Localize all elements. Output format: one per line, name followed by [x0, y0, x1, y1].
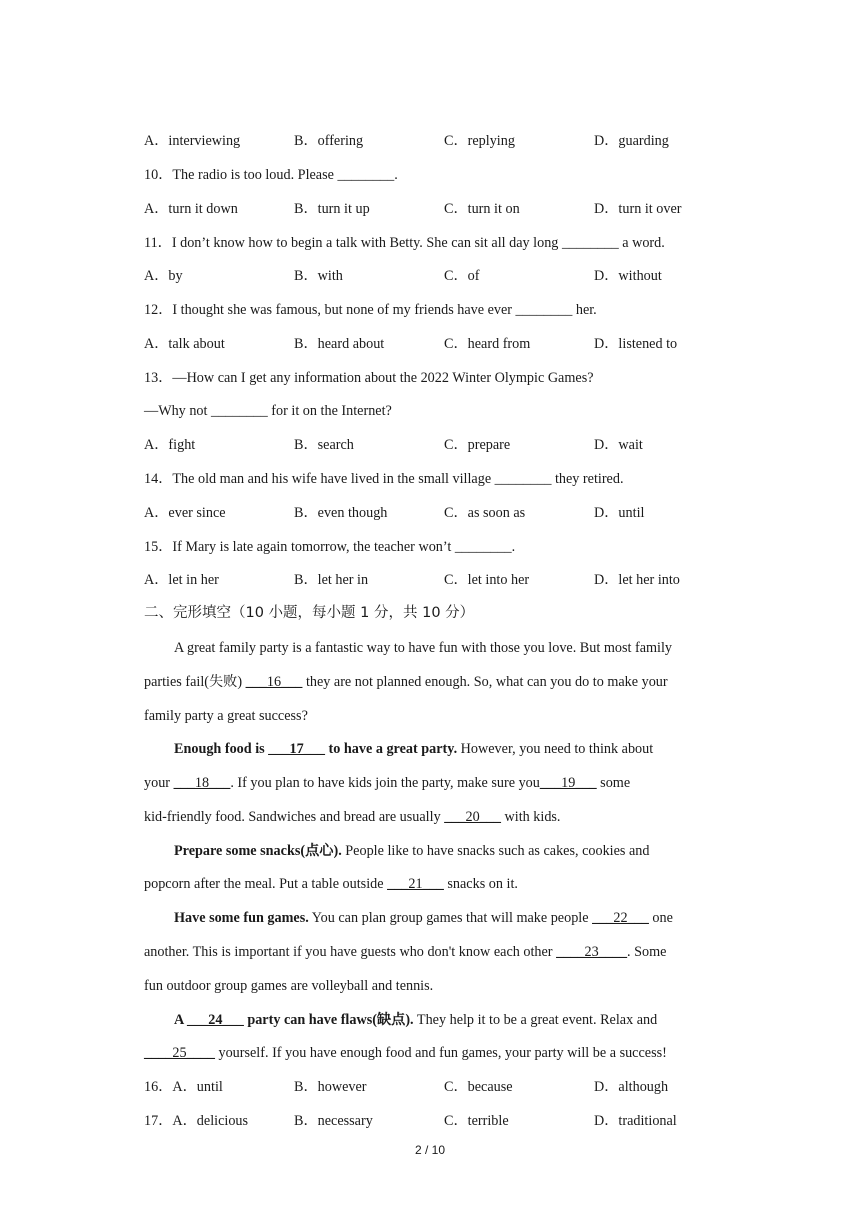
q14-option-c: C．as soon as — [444, 505, 526, 521]
q15-option-c: C．let into her — [444, 572, 530, 588]
q12-option-c: C．heard from — [444, 336, 531, 352]
blank-16: ___16___ — [245, 674, 303, 690]
q10-stem: 10．The radio is too loud. Please ________. — [144, 167, 398, 183]
passage-p1-line1: A great family party is a fantastic way to have fun with those you love. But most family — [174, 640, 673, 656]
text-run: one — [648, 910, 673, 926]
q9-option-c: C．replying — [444, 133, 515, 149]
q9-option-b: B．offering — [294, 133, 364, 149]
q14-option-a: A．ever since — [144, 505, 226, 521]
text-run: yourself. If you have enough food and fun games, your party will be a success! — [214, 1045, 667, 1061]
q11-option-c: C．of — [444, 268, 480, 284]
bold-run: Enough food is — [174, 741, 269, 757]
blank-19: ___19___ — [539, 775, 597, 791]
q11-option-d: D．without — [594, 268, 662, 284]
text-run: People like to have snacks such as cakes, cookies and — [341, 843, 650, 859]
text-run: parties fail(失败) — [144, 674, 246, 690]
q9-option-d: D．guarding — [594, 133, 669, 149]
q17-option-c: C．terrible — [444, 1113, 509, 1129]
section-heading — [144, 603, 724, 623]
q15-option-a: A．let in her — [144, 572, 219, 588]
passage-p4-line1 — [174, 908, 754, 928]
q13-option-c: C．prepare — [444, 437, 511, 453]
text-run: your — [144, 775, 174, 791]
text-run: However, you need to think about — [457, 741, 654, 757]
text-run: kid-friendly food. Sandwiches and bread are usually — [144, 809, 445, 825]
blank-23: ____23____ — [556, 944, 628, 960]
bold-run: A — [174, 1012, 188, 1028]
q11-option-b: B．with — [294, 268, 343, 284]
q16-option-d: D．although — [594, 1079, 669, 1095]
q14-option-b: B．even though — [294, 505, 388, 521]
q12-option-a: A．talk about — [144, 336, 225, 352]
q12-option-b: B．heard about — [294, 336, 385, 352]
passage-p2-line3 — [144, 807, 724, 827]
q10-option-b: B．turn it up — [294, 201, 370, 217]
passage-p5-line1 — [174, 1010, 754, 1030]
passage-p4-line2 — [144, 942, 724, 962]
passage-p3-line1 — [174, 841, 754, 861]
q13-option-d: D．wait — [594, 437, 643, 453]
bold-run: Have some fun games. — [174, 910, 309, 926]
q17-option-d: D．traditional — [594, 1113, 677, 1129]
q15-option-d: D．let her into — [594, 572, 680, 588]
q16-option-a: 16．A．until — [144, 1079, 223, 1095]
text-run: another. This is important if you have guests who don't know each other — [144, 944, 557, 960]
blank-25: ____25____ — [144, 1045, 215, 1061]
q10-option-d: D．turn it over — [594, 201, 682, 217]
q14-option-d: D．until — [594, 505, 645, 521]
blank-17: ___17___ — [268, 741, 325, 757]
section-heading-text: 二、完形填空（10 小题，每小题 1 分，共 10 分） — [144, 605, 475, 621]
q12-stem: 12．I thought she was famous, but none of my friends have ever ________ her. — [144, 302, 597, 318]
passage-p2-line2 — [144, 773, 724, 793]
passage-p1-line2 — [144, 672, 724, 692]
q11-stem: 11．I don’t know how to begin a talk with Betty. She can sit all day long ________ a word. — [144, 235, 665, 251]
q14-stem: 14．The old man and his wife have lived in the small village ________ they retired. — [144, 471, 624, 487]
blank-20: ___20___ — [444, 809, 501, 825]
text-run: . Some — [627, 944, 667, 960]
q12-option-d: D．listened to — [594, 336, 678, 352]
q13-stem: 13．—How can I get any information about the 2022 Winter Olympic Games? — [144, 370, 594, 386]
text-run: some — [596, 775, 631, 791]
q11-option-a: A．by — [144, 268, 183, 284]
q10-option-c: C．turn it on — [444, 201, 520, 217]
blank-18: ___18___ — [173, 775, 231, 791]
q13-stem-reply: —Why not ________ for it on the Internet? — [144, 403, 392, 419]
bold-run: party can have flaws(缺点). — [243, 1012, 414, 1028]
blank-22: ___22___ — [592, 910, 649, 926]
q17-option-b: B．necessary — [294, 1113, 373, 1129]
text-run: with kids. — [500, 809, 561, 825]
passage-p4-line3: fun outdoor group games are volleyball and tennis. — [144, 978, 434, 994]
passage-p2-line1 — [174, 739, 754, 759]
text-run: . If you plan to have kids join the party, make sure you — [230, 775, 540, 791]
q9-option-a: A．interviewing — [144, 133, 241, 149]
page-number: 2 / 10 — [414, 1143, 446, 1157]
bold-run: Prepare some snacks(点心). — [174, 843, 342, 859]
text-run: popcorn after the meal. Put a table outside — [144, 876, 388, 892]
bold-run: to have a great party. — [324, 741, 458, 757]
text-run: snacks on it. — [443, 876, 518, 892]
text-run: You can plan group games that will make people — [308, 910, 593, 926]
q15-stem: 15．If Mary is late again tomorrow, the teacher won’t ________. — [144, 539, 516, 555]
q16-option-c: C．because — [444, 1079, 513, 1095]
q10-option-a: A．turn it down — [144, 201, 238, 217]
text-run: they are not planned enough. So, what can you do to make your — [302, 674, 668, 690]
q13-option-a: A．fight — [144, 437, 196, 453]
passage-p1-line3: family party a great success? — [144, 708, 308, 724]
passage-p5-line2 — [144, 1043, 724, 1063]
blank-21: ___21___ — [387, 876, 444, 892]
q15-option-b: B．let her in — [294, 572, 369, 588]
q16-option-b: B．however — [294, 1079, 367, 1095]
passage-p3-line2 — [144, 874, 724, 894]
q17-option-a: 17．A．delicious — [144, 1113, 249, 1129]
blank-24: ___24___ — [187, 1012, 244, 1028]
text-run: They help it to be a great event. Relax and — [413, 1012, 658, 1028]
q13-option-b: B．search — [294, 437, 354, 453]
